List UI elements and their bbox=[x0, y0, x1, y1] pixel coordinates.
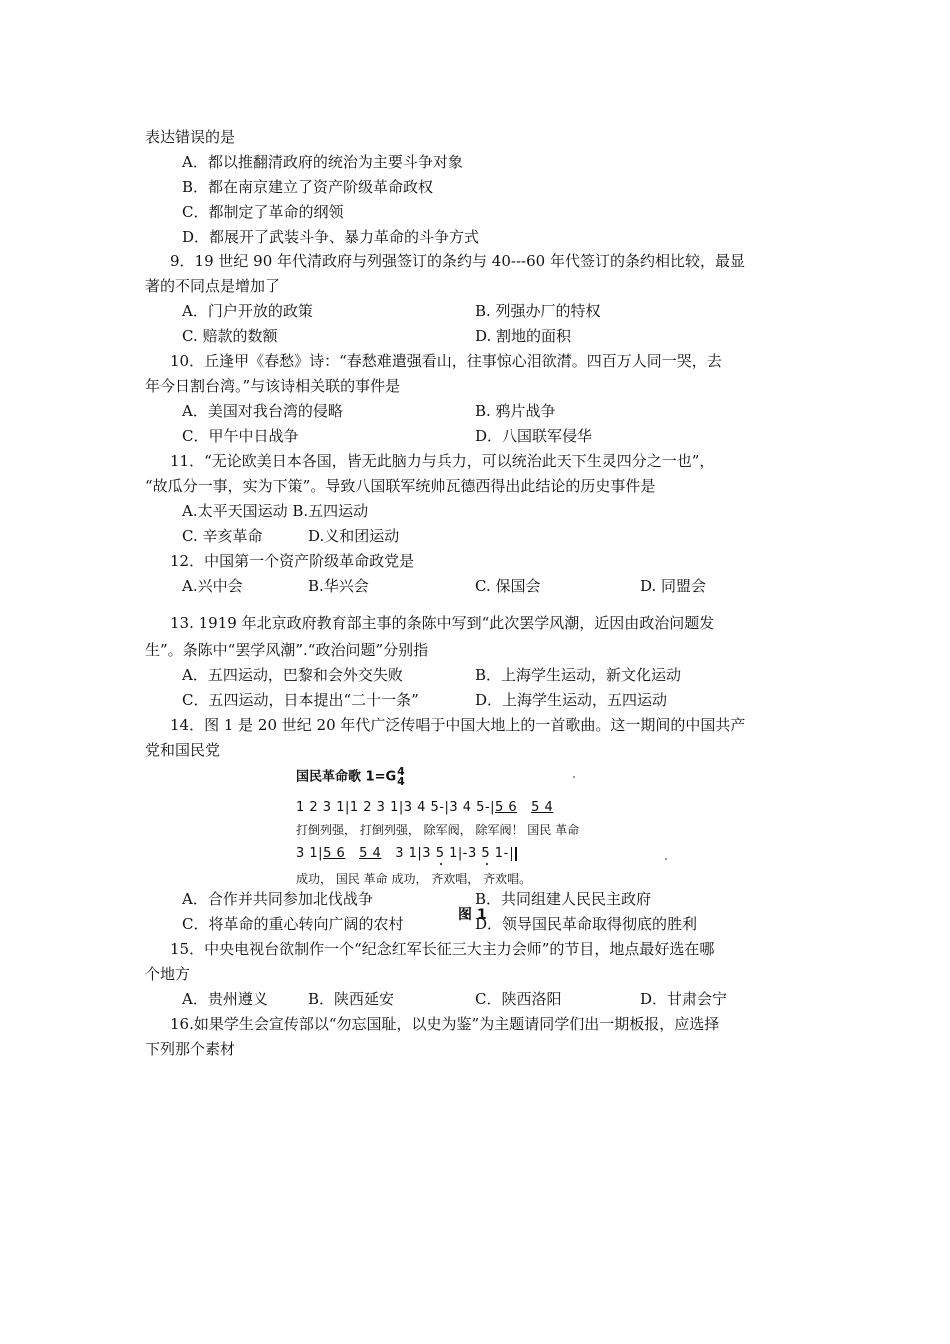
q13-option-c: C．五四运动，日本提出“二十一条” bbox=[182, 691, 419, 709]
q14-stem-line1: 14．图 1 是 20 世纪 20 年代广泛传唱于中国大地上的一首歌曲。这一期间的中国共产 bbox=[170, 716, 746, 734]
q16-stem-line1: 16.如果学生会宣传部以“勿忘国耻，以史为鉴”为主题请同学们出一期板报，应选择 bbox=[170, 1015, 720, 1033]
q8-stem: 表达错误的是 bbox=[145, 128, 236, 146]
q10-option-a: A．美国对我台湾的侵略 bbox=[182, 402, 343, 420]
q11-option-d: D.义和团运动 bbox=[308, 527, 400, 545]
figure-caption: 图 1 bbox=[458, 907, 487, 923]
q13-stem-line2: 生”。条陈中“罢学风潮”.“政治问题”分别指 bbox=[145, 641, 429, 659]
q11-option-ab: A.太平天国运动 B.五四运动 bbox=[182, 502, 369, 520]
q10-option-d: D．八国联军侵华 bbox=[475, 427, 593, 445]
q12-option-b: B.华兴会 bbox=[308, 577, 369, 595]
q14-option-a: A．合作并共同参加北伐战争 bbox=[182, 890, 373, 908]
q15-stem-line1: 15．中央电视台欲制作一个“纪念红军长征三大主力会师”的节目，地点最好选在哪 bbox=[170, 940, 715, 958]
q9-stem-line2: 著的不同点是增加了 bbox=[145, 277, 281, 295]
score-notes-row2: 3 1|5 6 5 4 3 1|3 5 1|-3 5 1- bbox=[296, 845, 517, 863]
q16-stem-line2: 下列那个素材 bbox=[145, 1040, 236, 1058]
q12-option-a: A.兴中会 bbox=[182, 577, 243, 595]
q8-option-a: A．都以推翻清政府的统治为主要斗争对象 bbox=[182, 153, 463, 171]
scan-speck bbox=[665, 858, 667, 860]
q15-option-a: A．贵州遵义 bbox=[182, 990, 268, 1008]
q14-option-c: C．将革命的重心转向广阔的农村 bbox=[182, 915, 404, 933]
q15-option-d: D．甘肃会宁 bbox=[640, 990, 728, 1008]
q12-stem: 12．中国第一个资产阶级革命政党是 bbox=[170, 552, 415, 570]
q13-option-d: D．上海学生运动，五四运动 bbox=[475, 691, 668, 709]
final-barline bbox=[511, 847, 517, 861]
q14-option-b: B．共同组建人民民主政府 bbox=[475, 890, 652, 908]
q9-stem-line1: 9．19 世纪 90 年代清政府与列强签订的条约与 40---60 年代签订的条约相比较，最显 bbox=[170, 252, 745, 270]
q8-option-b: B．都在南京建立了资产阶级革命政权 bbox=[182, 178, 434, 196]
q10-stem-line1: 10．丘逢甲《春愁》诗：“春愁难遣强看山，往事惊心泪欲潸。四百万人同一哭，去 bbox=[170, 352, 722, 370]
q10-option-c: C．甲午中日战争 bbox=[182, 427, 299, 445]
q11-stem-line2: “故瓜分一事，实为下策”。导致八国联军统帅瓦德西得出此结论的历史事件是 bbox=[145, 477, 656, 495]
time-signature: 4 4 bbox=[397, 765, 405, 788]
q9-option-b: B. 列强办厂的特权 bbox=[475, 302, 601, 320]
q12-option-d: D. 同盟会 bbox=[640, 577, 707, 595]
q15-stem-line2: 个地方 bbox=[145, 965, 191, 983]
music-score-figure bbox=[296, 765, 686, 895]
q14-stem-line2: 党和国民党 bbox=[145, 741, 221, 759]
q13-stem-line1: 13. 1919 年北京政府教育部主事的条陈中写到“此次罢学风潮，近因由政治问题发 bbox=[170, 614, 715, 632]
q13-option-a: A．五四运动，巴黎和会外交失败 bbox=[182, 666, 403, 684]
q9-option-d: D. 割地的面积 bbox=[475, 327, 572, 345]
q10-stem-line2: 年今日割台湾。”与该诗相关联的事件是 bbox=[145, 377, 401, 395]
q9-option-c: C. 赔款的数额 bbox=[182, 327, 278, 345]
q13-option-b: B．上海学生运动，新文化运动 bbox=[475, 666, 682, 684]
q15-option-c: C．陕西洛阳 bbox=[475, 990, 562, 1008]
q14-option-d: D．领导国民革命取得彻底的胜利 bbox=[475, 915, 698, 933]
q9-option-a: A．门户开放的政策 bbox=[182, 302, 313, 320]
q12-option-c: C. 保国会 bbox=[475, 577, 541, 595]
q11-option-c: C. 辛亥革命 bbox=[182, 527, 263, 545]
q15-option-b: B．陕西延安 bbox=[308, 990, 395, 1008]
q8-option-d: D．都展开了武装斗争、暴力革命的斗争方式 bbox=[182, 228, 480, 246]
q10-option-b: B. 鸦片战争 bbox=[475, 402, 556, 420]
scan-speck bbox=[573, 776, 575, 778]
q11-stem-line1: 11．“无论欧美日本各国，皆无此脑力与兵力，可以统治此天下生灵四分之一也”， bbox=[170, 452, 715, 470]
score-notes-row1: 1 2 3 1|1 2 3 1|3 4 5-|3 4 5-|5 6 5 4 bbox=[296, 800, 554, 815]
score-title: 国民革命歌 1=G 4 4 bbox=[296, 765, 405, 788]
score-lyrics-row1: 打倒列强， 打倒列强， 除军阀， 除军阀！ 国民 革命 bbox=[296, 823, 580, 837]
score-lyrics-row2: 成功， 国民 革命 成功， 齐欢唱， 齐欢唱。 bbox=[296, 872, 532, 886]
q8-option-c: C．都制定了革命的纲领 bbox=[182, 203, 344, 221]
